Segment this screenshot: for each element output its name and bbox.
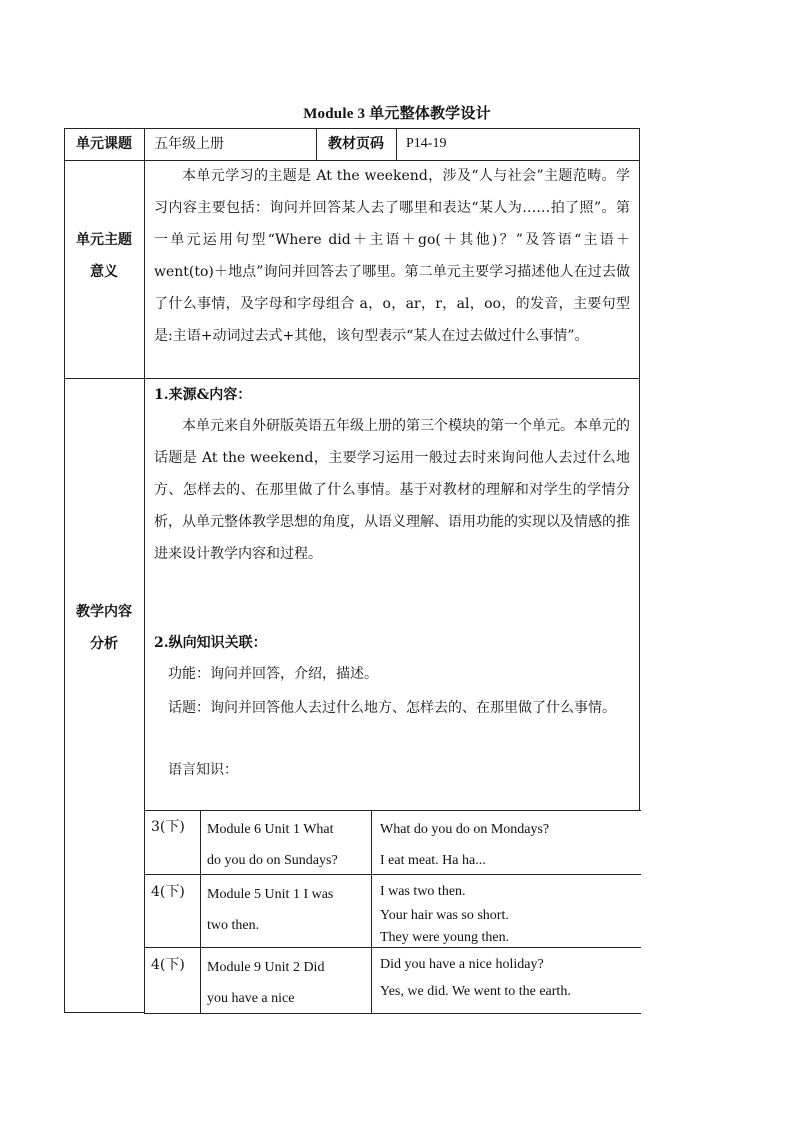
section1-title: 1.来源&内容： <box>154 387 252 403</box>
knowledge-row1-unit-line1: Module 6 Unit 1 What <box>207 822 334 837</box>
table-border-top <box>64 128 640 129</box>
textbook-pages-value: P14-19 <box>406 136 447 151</box>
knowledge-row1-example1: What do you do on Mondays? <box>380 822 550 837</box>
knowledge-row2-example2: Your hair was so short. <box>380 908 509 923</box>
textbook-pages-label: 教材页码 <box>328 136 384 152</box>
row-divider-2 <box>64 378 640 379</box>
unit-topic-value: 五年级上册 <box>154 136 224 152</box>
meaning-label-line2: 意义 <box>90 264 118 280</box>
knowledge-col-divider-2 <box>371 811 372 1013</box>
knowledge-row2-unit-line2: two then. <box>207 918 260 933</box>
knowledge-row3-unit-line1: Module 9 Unit 2 Did <box>207 960 325 975</box>
meaning-text: 本单元学习的主题是 At the weekend，涉及“人与社会”主题范畴。学习内容主要包括：询问并回答某人去了哪里和表达“某人为……拍了照”。第一单元运用句型“Where did＋主语＋go(＋其他)？”及答语“主语＋went(to)＋地点”询问并回答去了哪里。第二单元主要学习描述他人在过去做了什么事情，及字母和字母组合 a，o，ar，r，al，oo，的发音，主要句型是:主语+动词过去式+其他，该句型表示“某人在过去做过什么事情”。 <box>154 168 630 344</box>
table-border-bottom-left <box>64 1012 145 1013</box>
knowledge-row3-examples <box>380 951 638 1005</box>
knowledge-row2-grade: 4(下) <box>151 884 185 900</box>
header-divider-b <box>396 128 397 160</box>
knowledge-row2-example1: I was two then. <box>380 884 466 899</box>
knowledge-row1-grade: 3(下) <box>151 819 185 835</box>
knowledge-row1-example2: I eat meat. Ha ha... <box>380 853 486 868</box>
table-border-right <box>639 128 640 811</box>
knowledge-row3-example2: Yes, we did. We went to the earth. <box>380 984 571 999</box>
unit-design-table <box>64 128 640 1012</box>
unit-topic-label: 单元课题 <box>76 136 132 152</box>
function-line: 功能：询问并回答，介绍，描述。 <box>168 666 378 682</box>
analysis-label-line1: 教学内容 <box>76 604 132 620</box>
knowledge-row1-unit <box>207 814 369 876</box>
knowledge-row1-examples <box>380 814 638 876</box>
analysis-label-line2: 分析 <box>90 636 118 652</box>
language-line: 语言知识： <box>168 762 238 778</box>
knowledge-row1-unit-line2: do you do on Sundays? <box>207 853 338 868</box>
knowledge-row2-example3: They were young then. <box>380 930 510 945</box>
knowledge-row3-unit <box>207 952 369 1014</box>
meaning-label-line1: 单元主题 <box>76 232 132 248</box>
document-title: Module 3 单元整体教学设计 <box>303 106 491 122</box>
knowledge-row3-example1: Did you have a nice holiday? <box>380 957 544 972</box>
knowledge-row2-unit <box>207 879 369 941</box>
meaning-label <box>64 224 144 288</box>
knowledge-row2-examples <box>380 878 638 949</box>
section2-title: 2.纵向知识关联： <box>154 635 267 651</box>
analysis-label <box>64 596 144 660</box>
knowledge-row3-unit-line2: you have a nice <box>207 991 295 1006</box>
knowledge-col-divider-1 <box>200 811 201 1013</box>
knowledge-row2-unit-line1: Module 5 Unit 1 I was <box>207 887 334 902</box>
knowledge-row3-grade: 4(下) <box>151 957 185 973</box>
knowledge-table <box>144 810 641 1014</box>
topic-line: 话题：询问并回答他人去过什么地方、怎样去的、在那里做了什么事情。 <box>168 700 616 716</box>
section1-text: 本单元来自外研版英语五年级上册的第三个模块的第一个单元。本单元的话题是 At the weekend，主要学习运用一般过去时来询问他人去过什么地方、怎样去的、在那里做了什么事情。基于对教材的理解和对学生的学情分析，从单元整体教学思想的角度，从语义理解、语用功能的实现以及情感的推进来设计教学内容和过程。 <box>154 418 630 562</box>
